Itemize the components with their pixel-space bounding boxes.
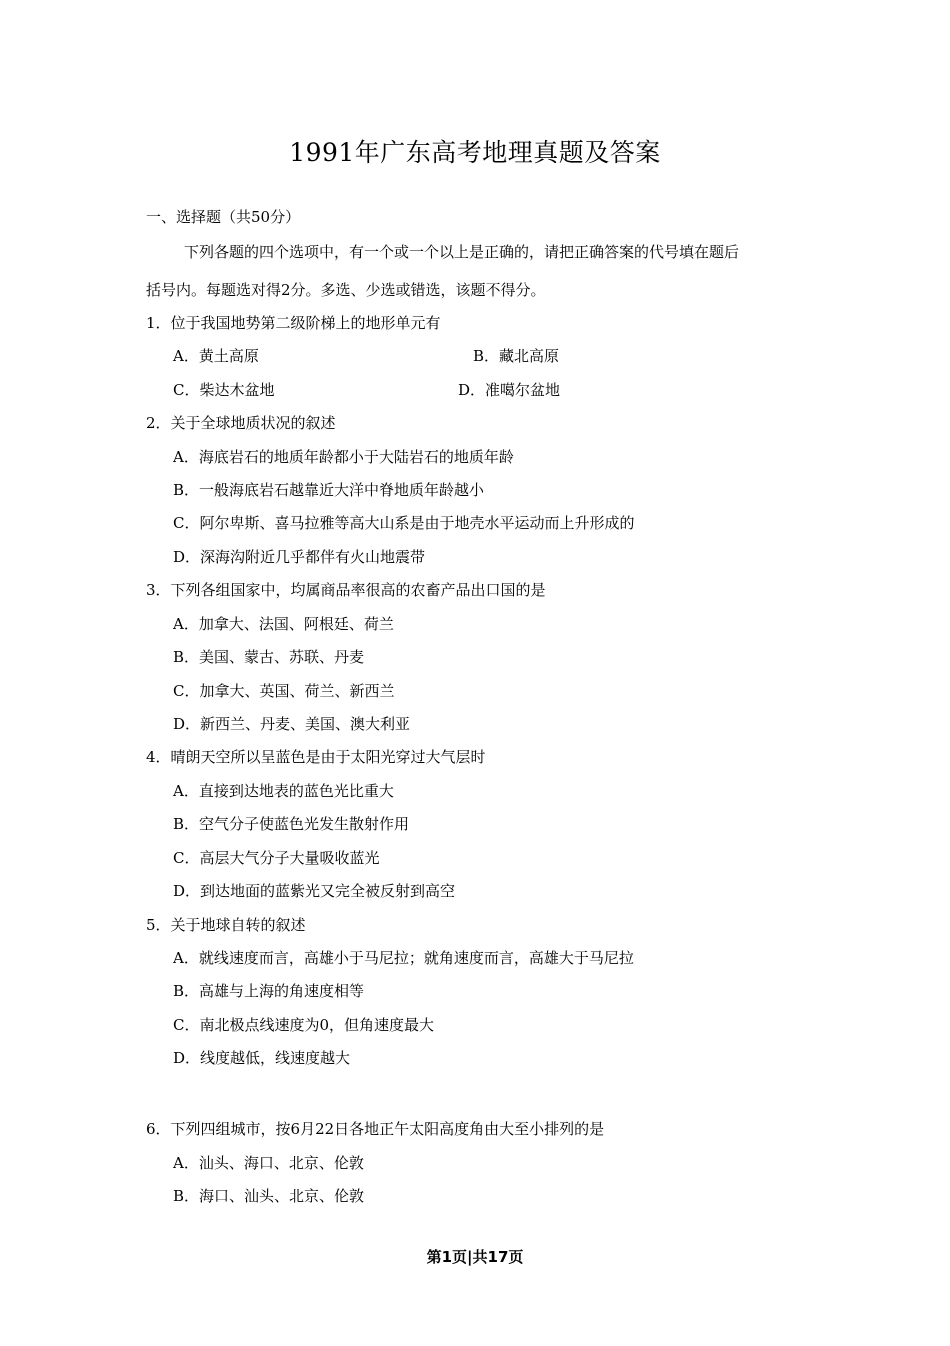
- question-3-option-c: C．加拿大、英国、荷兰、新西兰: [173, 682, 395, 700]
- question-2-option-d: D．深海沟附近几乎都伴有火山地震带: [173, 548, 426, 566]
- question-1-option-a: A．黄土高原: [173, 347, 259, 365]
- question-5-option-c: C．南北极点线速度为0，但角速度最大: [173, 1016, 435, 1034]
- question-5-option-a: A．就线速度而言，高雄小于马尼拉；就角速度而言，高雄大于马尼拉: [173, 949, 634, 967]
- section-heading: 一、选择题（共50分）: [146, 208, 301, 226]
- question-1-option-c: C．柴达木盆地: [173, 381, 275, 399]
- question-2-option-b: B．一般海底岩石越靠近大洋中脊地质年龄越小: [173, 481, 485, 499]
- question-3: 3．下列各组国家中，均属商品率很高的农畜产品出口国的是: [146, 581, 546, 599]
- question-6-option-a: A．汕头、海口、北京、伦敦: [173, 1154, 364, 1172]
- question-4-option-c: C．高层大气分子大量吸收蓝光: [173, 849, 380, 867]
- question-4-option-d: D．到达地面的蓝紫光又完全被反射到高空: [173, 882, 456, 900]
- question-5: 5．关于地球自转的叙述: [146, 916, 306, 934]
- question-6: 6．下列四组城市，按6月22日各地正午太阳高度角由大至小排列的是: [146, 1120, 605, 1138]
- question-3-option-d: D．新西兰、丹麦、美国、澳大利亚: [173, 715, 411, 733]
- question-3-option-a: A．加拿大、法国、阿根廷、荷兰: [173, 615, 394, 633]
- question-3-option-b: B．美国、蒙古、苏联、丹麦: [173, 648, 365, 666]
- question-2: 2．关于全球地质状况的叙述: [146, 414, 336, 432]
- page-title: 1991年广东高考地理真题及答案: [289, 138, 661, 167]
- instructions-line-2: 括号内。每题选对得2分。多选、少选或错选，该题不得分。: [146, 281, 546, 299]
- question-2-option-a: A．海底岩石的地质年龄都小于大陆岩石的地质年龄: [173, 448, 514, 466]
- question-2-option-c: C．阿尔卑斯、喜马拉雅等高大山系是由于地壳水平运动而上升形成的: [173, 514, 635, 532]
- question-1-option-d: D．准噶尔盆地: [458, 381, 561, 399]
- question-5-option-b: B．高雄与上海的角速度相等: [173, 982, 365, 1000]
- question-4-option-b: B．空气分子使蓝色光发生散射作用: [173, 815, 410, 833]
- instructions-line-1: 下列各题的四个选项中，有一个或一个以上是正确的，请把正确答案的代号填在题后: [184, 243, 740, 261]
- page-footer: 第1页|共17页: [426, 1248, 524, 1266]
- question-4: 4．晴朗天空所以呈蓝色是由于太阳光穿过大气层时: [146, 748, 486, 766]
- question-4-option-a: A．直接到达地表的蓝色光比重大: [173, 782, 394, 800]
- question-1: 1．位于我国地势第二级阶梯上的地形单元有: [146, 314, 441, 332]
- question-6-option-b: B．海口、汕头、北京、伦敦: [173, 1187, 365, 1205]
- question-1-option-b: B．藏北高原: [473, 347, 560, 365]
- question-5-option-d: D．线度越低，线速度越大: [173, 1049, 351, 1067]
